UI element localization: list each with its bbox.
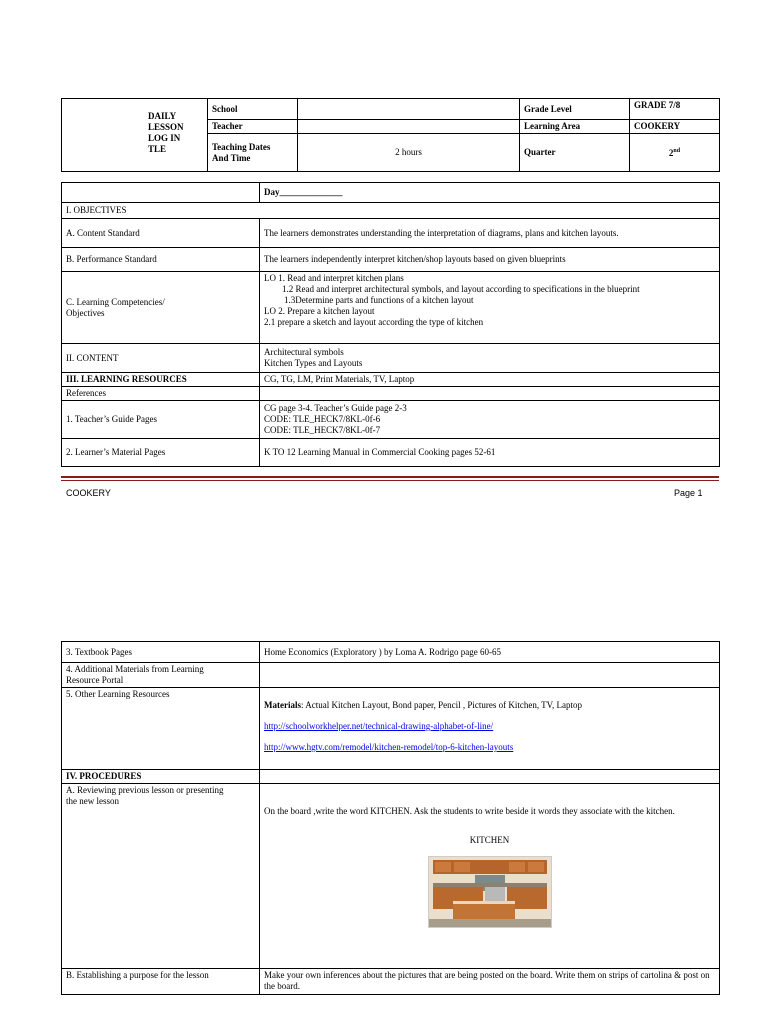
grade-value: GRADE 7/8: [630, 99, 720, 120]
time-value: 2 hours: [298, 134, 520, 172]
dates-label-line: Teaching Dates: [212, 141, 271, 152]
area-label: Learning Area: [520, 120, 630, 134]
dates-label: [208, 134, 298, 172]
review-lesson-value: [260, 784, 720, 969]
procedures-heading: IV. PROCEDURES: [62, 770, 260, 784]
resources-label: III. LEARNING RESOURCES: [62, 373, 260, 387]
content-label: II. CONTENT: [62, 344, 260, 373]
learners-material-label: 2. Learner’s Material Pages: [62, 439, 260, 467]
performance-standard-value: The learners independently interpret kitchen/shop layouts based on given blueprints: [260, 248, 720, 272]
review-text: On the board ,write the word KITCHEN. Ask the students to write beside it words they associate with the kitchen.: [264, 806, 675, 816]
link-alphabet-of-line[interactable]: http://schoolworkhelper.net/technical-drawing-alphabet-of-line/: [264, 721, 494, 731]
materials-line: [264, 700, 715, 711]
additional-materials-value: [260, 663, 720, 688]
dll-cell: [62, 99, 208, 172]
materials-prefix: Materials: [264, 700, 301, 710]
lesson-table-1: [61, 182, 720, 467]
tg-line: CG page 3-4. Teacher’s Guide page 2-3: [264, 403, 407, 413]
lesson-table-2: [61, 641, 720, 995]
competency-line: 2.1 prepare a sketch and layout according the type of kitchen: [264, 317, 484, 327]
objectives-heading: I. OBJECTIVES: [62, 203, 720, 219]
content-standard-label: A. Content Standard: [62, 219, 260, 248]
tg-line: CODE: TLE_HECK7/8KL-0f-6: [264, 414, 381, 424]
competencies-label-line: C. Learning Competencies/: [66, 296, 165, 307]
content-value: [260, 344, 720, 373]
page-number: Page 1: [674, 488, 703, 498]
additional-label-line: Resource Portal: [66, 675, 124, 685]
day-blank-cell: [62, 183, 260, 203]
textbook-value: Home Economics (Exploratory ) by Loma A. Rodrigo page 60-65: [260, 642, 720, 663]
competencies-value: [260, 272, 720, 344]
quarter-label: Quarter: [520, 134, 630, 172]
review-label-line: the new lesson: [66, 796, 119, 806]
resources-value: CG, TG, LM, Print Materials, TV, Laptop: [260, 373, 720, 387]
purpose-value: Make your own inferences about the pictures that are being posted on the board. Write them on strips of cartolina & post on the board.: [260, 969, 720, 995]
teacher-value[interactable]: [298, 120, 520, 134]
content-standard-value: The learners demonstrates understanding the interpretation of diagrams, plans and kitchen layouts.: [260, 219, 720, 248]
school-value[interactable]: [298, 99, 520, 120]
content-line: Kitchen Types and Layouts: [264, 358, 363, 368]
competencies-label-line: Objectives: [66, 307, 105, 318]
textbook-label: 3. Textbook Pages: [62, 642, 260, 663]
dates-label-line: And Time: [212, 152, 251, 163]
performance-standard-label: B. Performance Standard: [62, 248, 260, 272]
kitchen-word: KITCHEN: [469, 835, 510, 845]
area-value: COOKERY: [630, 120, 720, 134]
teachers-guide-label: 1. Teacher’s Guide Pages: [62, 401, 260, 439]
footer-subject: COOKERY: [66, 488, 111, 498]
tg-line: CODE: TLE_HECK7/8KL-0f-7: [264, 425, 381, 435]
competency-line: LO 1. Read and interpret kitchen plans: [264, 273, 404, 283]
competency-line: 1.2 Read and interpret architectural symbols, and layout according to specifications in the blueprint: [282, 284, 640, 294]
competency-line: 1.3Determine parts and functions of a kitchen layout: [284, 295, 474, 305]
footer-rule: [61, 476, 719, 478]
teacher-label: Teacher: [208, 120, 298, 134]
review-lesson-label: [62, 784, 260, 969]
dll-title: [148, 111, 208, 155]
content-line: Architectural symbols: [264, 347, 344, 357]
additional-label-line: 4. Additional Materials from Learning: [66, 664, 204, 674]
competency-line: LO 2. Prepare a kitchen layout: [264, 306, 375, 316]
references-label: References: [62, 387, 260, 401]
teachers-guide-value: [260, 401, 720, 439]
materials-text: : Actual Kitchen Layout, Bond paper, Pencil , Pictures of Kitchen, TV, Laptop: [300, 700, 582, 710]
dll-line: DAILY: [148, 111, 177, 121]
footer-rule-thin: [61, 480, 719, 481]
quarter-value: [630, 134, 720, 172]
header-table: [61, 98, 720, 172]
quarter-suffix: nd: [673, 148, 681, 154]
day-field[interactable]: Day______________: [260, 183, 720, 203]
link-kitchen-layouts[interactable]: http://www.hgtv.com/remodel/kitchen-remodel/top-6-kitchen-layouts: [264, 742, 514, 752]
learners-material-value: K TO 12 Learning Manual in Commercial Cooking pages 52-61: [260, 439, 720, 467]
references-value: [260, 387, 720, 401]
other-resources-label: 5. Other Learning Resources: [62, 688, 260, 770]
dll-line: TLE: [148, 144, 167, 154]
competencies-label: [62, 272, 260, 344]
other-resources-value: [260, 688, 720, 770]
school-label: School: [208, 99, 298, 120]
additional-materials-label: [62, 663, 260, 688]
quarter-number: 2: [668, 148, 674, 158]
grade-label: Grade Level: [520, 99, 630, 120]
dll-line: LOG IN: [148, 133, 181, 143]
kitchen-photo: [428, 856, 552, 928]
dll-line: LESSON: [148, 122, 184, 132]
review-label-line: A. Reviewing previous lesson or presenting: [66, 785, 224, 795]
procedures-value: [260, 770, 720, 784]
purpose-label: B. Establishing a purpose for the lesson: [62, 969, 260, 995]
